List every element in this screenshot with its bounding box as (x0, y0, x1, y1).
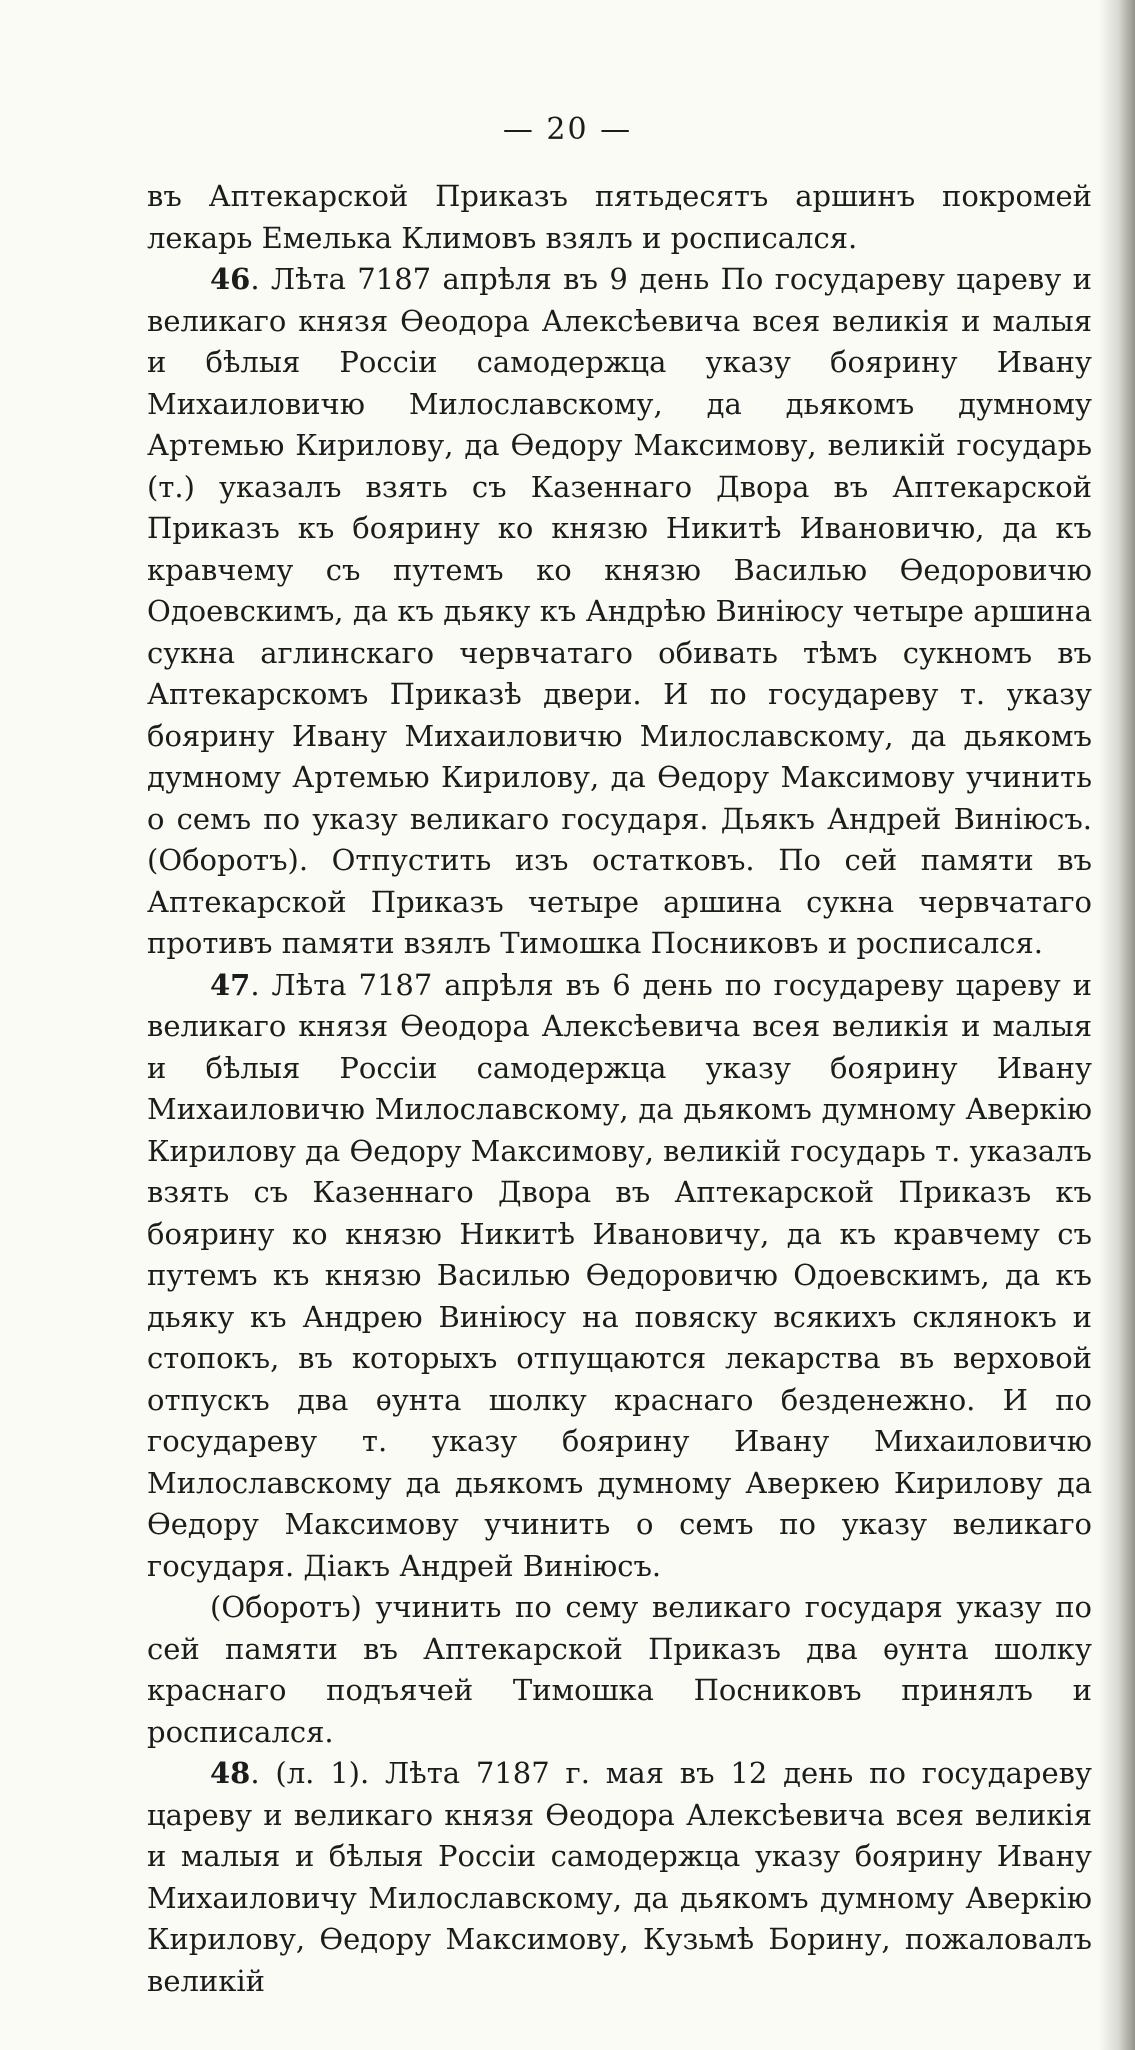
paragraph-47 (147, 965, 1092, 1588)
paragraph-text: . (л. 1). Лѣта 7187 г. мая въ 12 день по государеву цареву и великаго князя Ѳеодора Алексѣевича всея великія и малыя и бѣлыя Россіи самодержца указу боярину Ивану Михаиловичу Милославскому, да дьякомъ думному Аверкію Кирилову, Ѳедору Максимову, Кузьмѣ Борину, пожаловалъ великій (147, 1756, 1092, 1998)
text-body (147, 176, 1092, 2002)
paragraph-continuation (147, 176, 1092, 259)
paragraph-46 (147, 259, 1092, 965)
binding-shadow (1099, 0, 1135, 2050)
paragraph-text: (Оборотъ) учинить по сему великаго государя указу по сей памяти въ Аптекарской Приказъ два ѳунта шолку краснаго подъячей Тимошка Посниковъ принялъ и росписался. (147, 1590, 1092, 1749)
paragraph-text: въ Аптекарской Приказъ пятьдесятъ аршинъ покромей лекарь Емелька Климовъ взялъ и росписался. (147, 179, 1092, 255)
paragraph-text: . Лѣта 7187 апрѣля въ 6 день по государеву цареву и великаго князя Ѳеодора Алексѣевича всея великія и малыя и бѣлыя Россіи самодержца указу боярину Ивану Михаиловичю Милославскому, да дьякомъ думному Аверкію Кирилову да Ѳедору Максимову, великій государь т. указалъ взять съ Казеннаго Двора въ Аптекарской Приказъ къ боярину ко князю Никитѣ Ивановичу, да къ кравчему съ путемъ къ князю Василью Ѳедоровичю Одоевскимъ, да къ дьяку къ Андрею Виніюсу на повяску всякихъ склянокъ и стопокъ, въ которыхъ отпущаются лекарства въ верховой отпускъ два ѳунта шолку краснаго безденежно. И по государеву т. указу боярину Ивану Михаиловичю Милославскому да дьякомъ думному Аверкею Кирилову да Ѳедору Максимову учинить о семъ по указу великаго государя. Діакъ Андрей Виніюсъ. (147, 967, 1092, 1583)
paragraph-number: 48 (210, 1756, 251, 1790)
paragraph-text: . Лѣта 7187 апрѣля въ 9 день По государеву цареву и великаго князя Ѳеодора Алексѣевича всея великія и малыя и бѣлыя Россіи самодержца указу боярину Ивану Михаиловичю Милославскому, да дьякомъ думному Артемью Кирилову, да Ѳедору Максимову, великій государь (т.) указалъ взять съ Казеннаго Двора въ Аптекарской Приказъ къ боярину ко князю Никитѣ Ивановичю, да къ кравчему съ путемъ ко князю Василью Ѳедоровичю Одоевскимъ, да къ дьяку къ Андрѣю Виніюсу четыре аршина сукна аглинскаго червчатаго обивать тѣмъ сукномъ въ Аптекарскомъ Приказѣ двери. И по государеву т. указу боярину Ивану Михаиловичю Милославскому, да дьякомъ думному Артемью Кирилову, да Ѳедору Максимову учинить о семъ по указу великаго государя. Дьякъ Андрей Виніюсъ. (Оборотъ). Отпустить изъ остатковъ. По сей памяти въ Аптекарской Приказъ четыре аршина сукна червчатаго противъ памяти взялъ Тимошка Посниковъ и росписался. (147, 262, 1092, 960)
paragraph-number: 47 (210, 967, 251, 1002)
page-number: — 20 — (502, 112, 633, 147)
paragraph-reverse-note (147, 1587, 1092, 1753)
paragraph-48 (147, 1753, 1092, 2002)
paragraph-number: 46 (210, 262, 251, 296)
